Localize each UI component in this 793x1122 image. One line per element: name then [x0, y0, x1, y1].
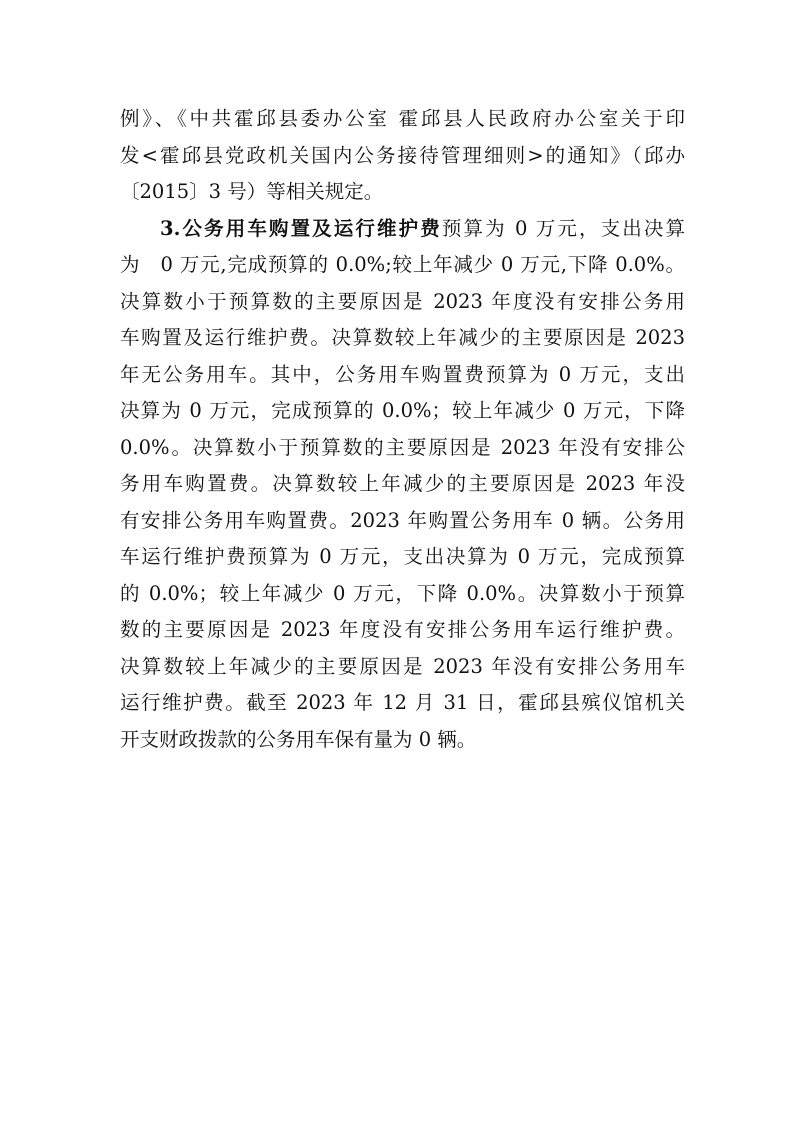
text-line-fragment: 预算为 0 万元，支出决算	[441, 216, 685, 240]
text-line: 决算为 0 万元，完成预算的 0.0%；较上年减少 0 万元，下降	[120, 399, 685, 422]
text-line: 有安排公务用车购置费。2023 年购置公务用车 0 辆。公务用	[120, 508, 685, 532]
text-line: 决算数较上年减少的主要原因是 2023 年没有安排公务用车	[120, 654, 685, 678]
text-line: 车运行维护费预算为 0 万元，支出决算为 0 万元，完成预算	[120, 545, 685, 568]
text-line: 数的主要原因是 2023 年度没有安排公务用车运行维护费。	[120, 618, 685, 641]
body-text	[120, 101, 685, 758]
text-line: 务用车购置费。决算数较上年减少的主要原因是 2023 年没	[120, 472, 685, 495]
text-line: 发<霍邱县党政机关国内公务接待管理细则>的通知》（邱办	[120, 143, 685, 167]
text-line: 车购置及运行维护费。决算数较上年减少的主要原因是 2023	[120, 326, 685, 349]
text-line: 例》、《中共霍邱县委办公室 霍邱县人民政府办公室关于印	[120, 107, 685, 130]
text-line: 为 0 万元,完成预算的 0.0%;较上年减少 0 万元,下降 0.0%。	[120, 253, 685, 276]
text-line: 年无公务用车。其中，公务用车购置费预算为 0 万元，支出	[120, 362, 685, 386]
text-line: 0.0%。决算数小于预算数的主要原因是 2023 年没有安排公	[120, 435, 685, 459]
section-heading-line	[120, 211, 685, 248]
text-line: 运行维护费。截至 2023 年 12 月 31 日，霍邱县殡仪馆机关	[120, 691, 685, 714]
text-line: 开支财政拨款的公务用车保有量为 0 辆。	[120, 727, 477, 751]
text-line: 的 0.0%；较上年减少 0 万元，下降 0.0%。决算数小于预算	[120, 581, 685, 605]
text-line: 决算数小于预算数的主要原因是 2023 年度没有安排公务用	[120, 289, 685, 313]
section-heading: 3.公务用车购置及运行维护费	[160, 216, 442, 240]
text-line: 〔2015〕3 号）等相关规定。	[120, 180, 384, 203]
